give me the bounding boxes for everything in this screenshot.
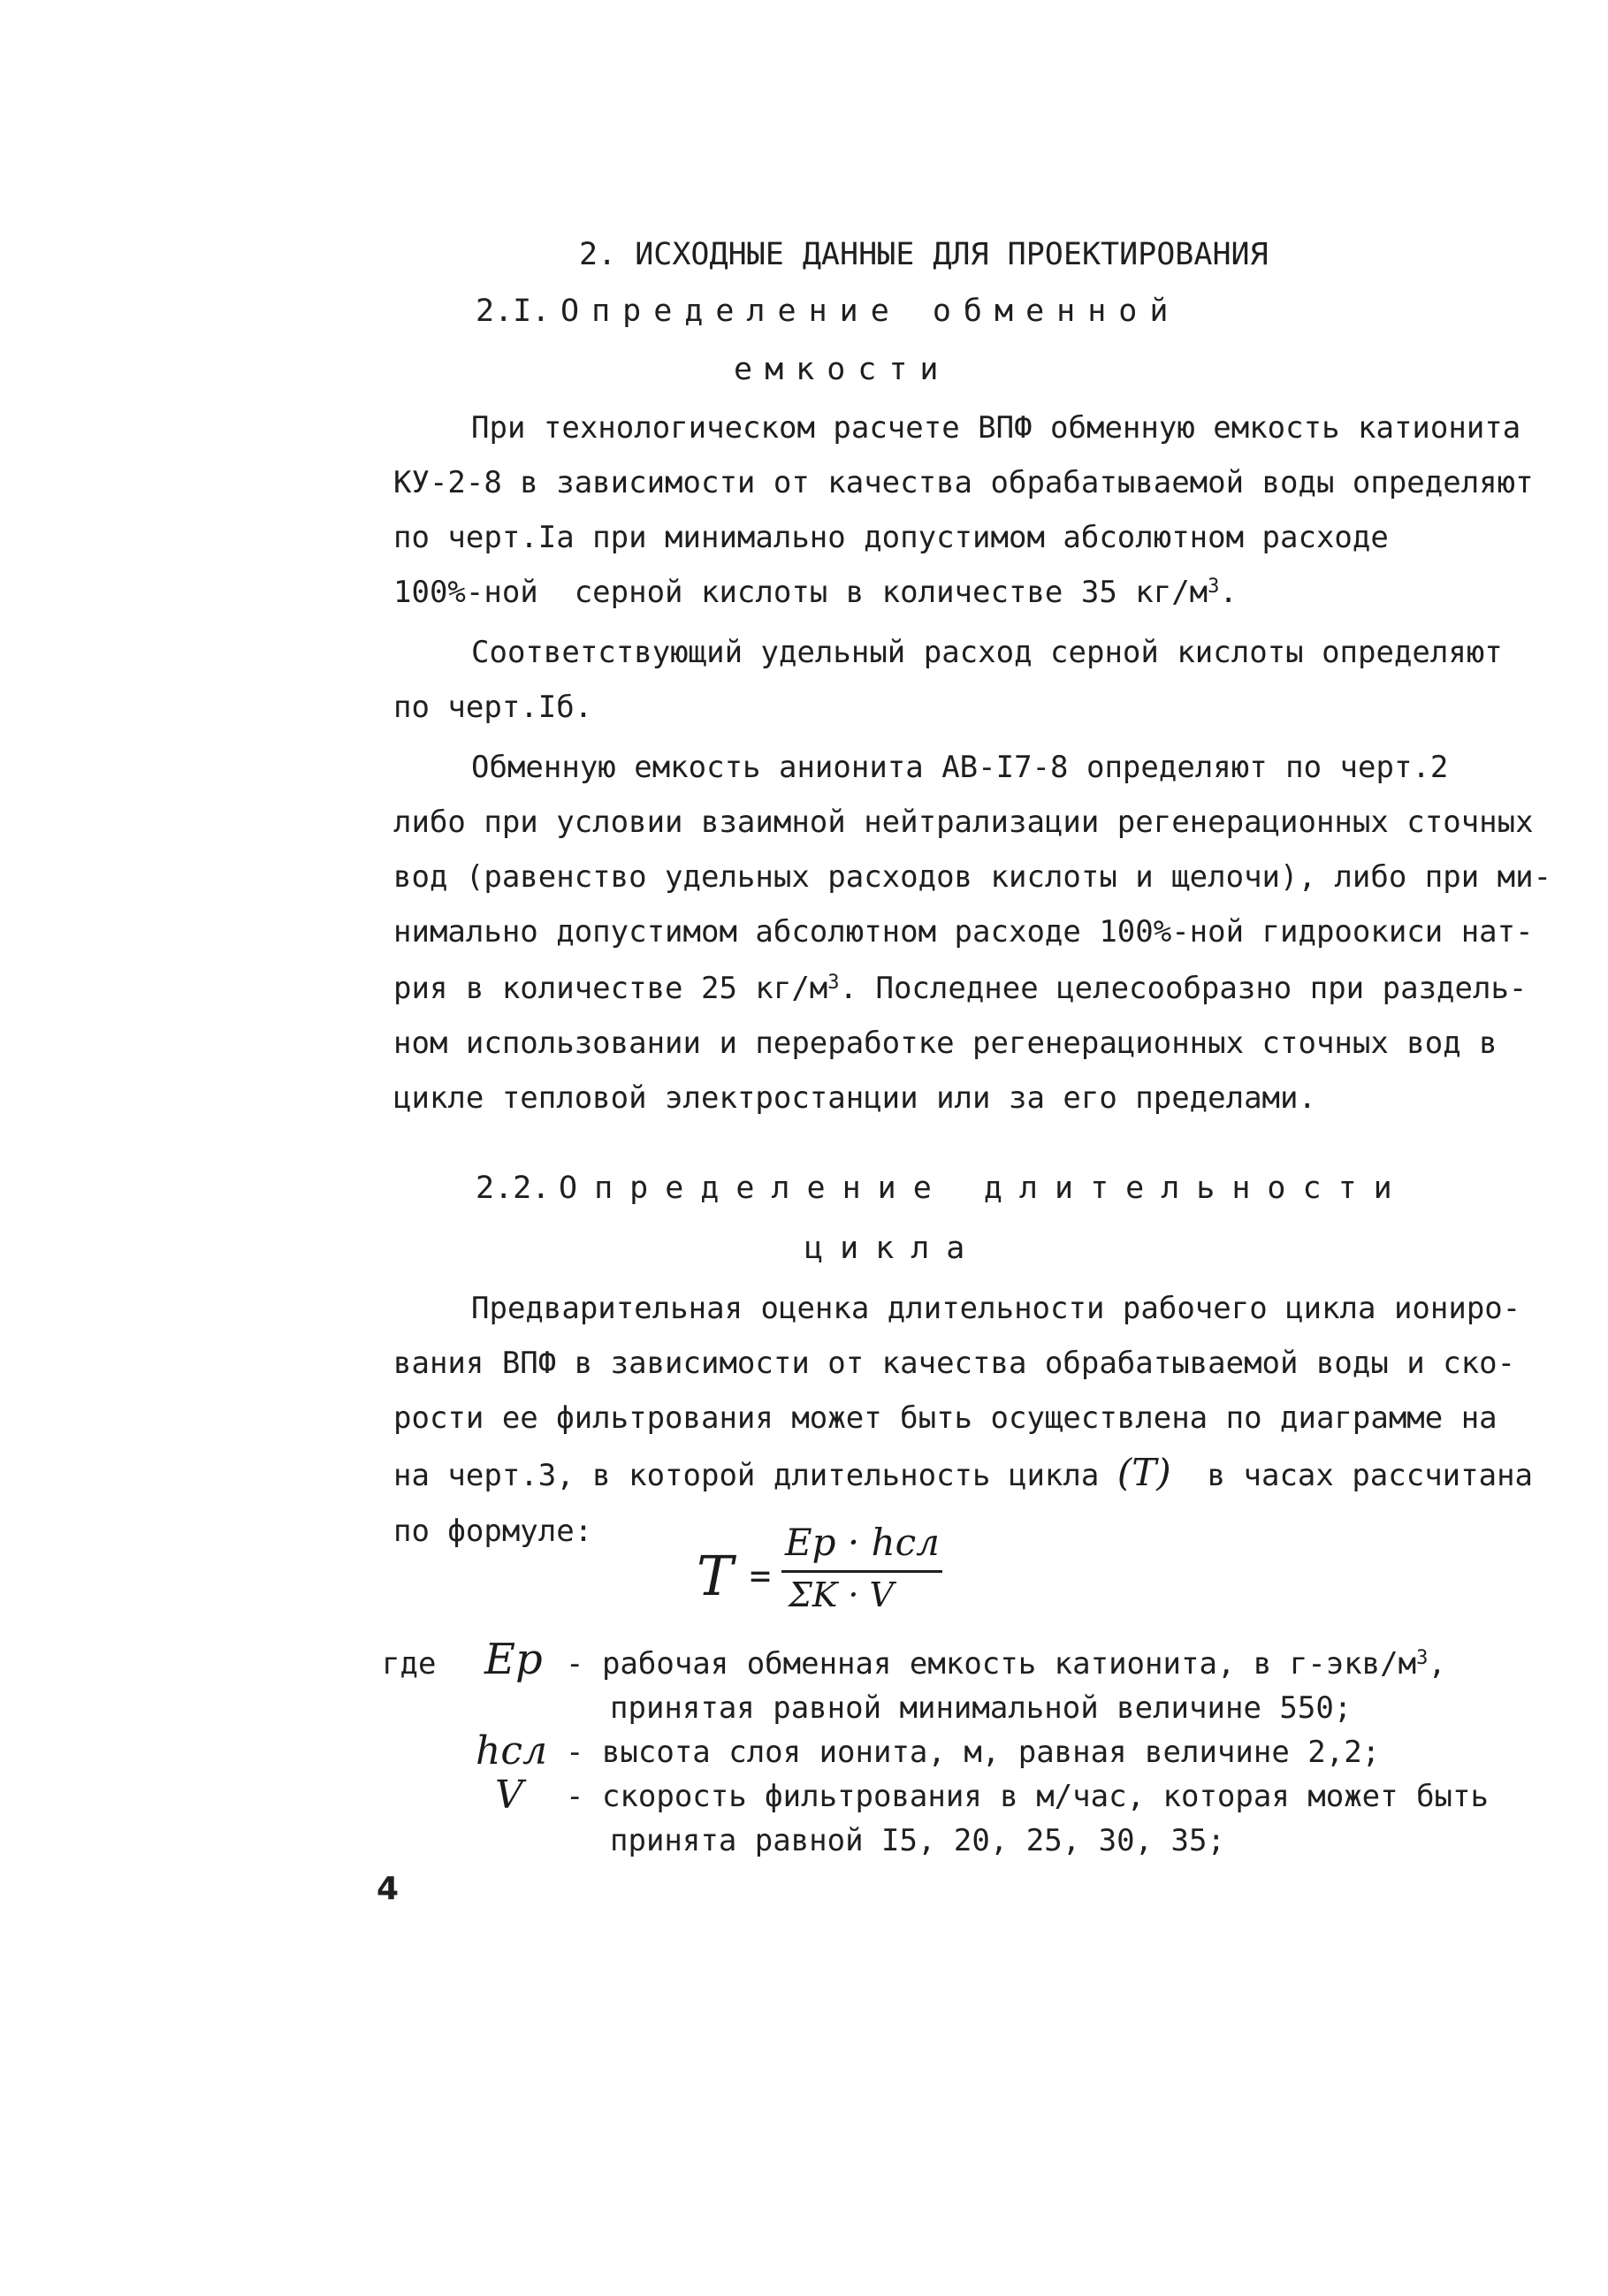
paragraph-4-line-4: на черт.3, в которой длительность цикла (T) в часах рассчитана xyxy=(393,1451,1534,1494)
formula-denominator: ΣK · V xyxy=(789,1575,894,1614)
paragraph-3-line-4: нимально допустимом абсолютном расходе 100%-ной гидроокиси нат- xyxy=(393,914,1534,950)
paragraph-2-line-2: по черт.Iб. xyxy=(393,690,593,725)
legend-symbol-v: V xyxy=(495,1773,523,1818)
cycle-symbol: (T) xyxy=(1116,1451,1171,1494)
paragraph-3-line-1: Обменную емкость анионита АВ-I7-8 определяют по черт.2 xyxy=(471,750,1449,785)
paragraph-3-line-3: вод (равенство удельных расходов кислоты и щелочи), либо при ми- xyxy=(393,859,1552,895)
paragraph-1-line-1: При технологическом расчете ВПФ обменную емкость катионита xyxy=(471,410,1521,446)
legend-ep-line-2: принятая равной минимальной величине 550; xyxy=(610,1690,1353,1726)
subsection-2-2-title-line1: Определение длительности xyxy=(559,1171,1409,1206)
paragraph-1-line-4: 100%-ной серной кислоты в количестве 35 $кг/м^3$. xyxy=(393,575,1238,610)
paragraph-3-line-7: цикле тепловой электростанции или за его пределами. xyxy=(393,1080,1316,1116)
paragraph-4-line-5: по формуле: xyxy=(393,1514,593,1549)
subsection-2-1-title-line1: Определение обменной xyxy=(560,294,1181,329)
paragraph-4-line-1: Предварительная оценка длительности рабочего цикла иониро- xyxy=(471,1291,1521,1326)
paragraph-4-line-2: вания ВПФ в зависимости от качества обрабатываемой воды и ско- xyxy=(393,1346,1516,1381)
legend-symbol-ep: Eр xyxy=(484,1635,543,1684)
formula-fraction-bar xyxy=(781,1570,942,1573)
formula-lhs: T xyxy=(697,1544,734,1608)
subsection-2-2-title-line2: цикла xyxy=(804,1231,982,1266)
legend-hsl-line-1: - высота слоя ионита, м, равная величине 2,2; xyxy=(566,1735,1381,1770)
paragraph-1-line-3: по черт.Iа при минимально допустимом абсолютном расходе xyxy=(393,520,1389,555)
cycle-duration-formula xyxy=(690,1517,955,1632)
formula-numerator: Eр · hсл xyxy=(785,1521,940,1564)
subsection-2-1-number: 2.I. xyxy=(476,294,551,329)
paragraph-3-line-2: либо при условии взаимной нейтрализации регенерационных сточных xyxy=(393,805,1534,840)
section-title: 2. ИСХОДНЫЕ ДАННЫЕ ДЛЯ ПРОЕКТИРОВАНИЯ xyxy=(579,237,1269,272)
legend-symbol-hsl: hсл xyxy=(476,1728,547,1773)
legend-v-line-2: принята равной I5, 20, 25, 30, 35; xyxy=(610,1823,1225,1858)
paragraph-4-line-3: рости ее фильтрования может быть осуществлена по диаграмме на xyxy=(393,1400,1497,1436)
paragraph-2-line-1: Соответствующий удельный расход серной кислоты определяют xyxy=(471,635,1503,670)
legend-where-label: где xyxy=(382,1646,437,1682)
paragraph-1-line-2: КУ-2-8 в зависимости от качества обрабатываемой воды определяют xyxy=(393,465,1534,500)
subsection-2-2-number: 2.2. xyxy=(476,1171,551,1206)
subsection-2-1-title-line2: емкости xyxy=(734,352,951,387)
legend-v-line-1: - скорость фильтрования в м/час, которая может быть xyxy=(566,1779,1489,1814)
formula-equals: = xyxy=(750,1556,772,1597)
paragraph-3-line-5: рия в количестве 25 $кг/м^3$. Последнее целесообразно при раздель- xyxy=(393,971,1528,1006)
legend-ep-line-1: - рабочая обменная емкость катионита, в $г-экв/м^3$, xyxy=(566,1646,1446,1682)
paragraph-3-line-6: ном использовании и переработке регенерационных сточных вод в xyxy=(393,1026,1497,1061)
page-number: 4 xyxy=(377,1871,400,1907)
